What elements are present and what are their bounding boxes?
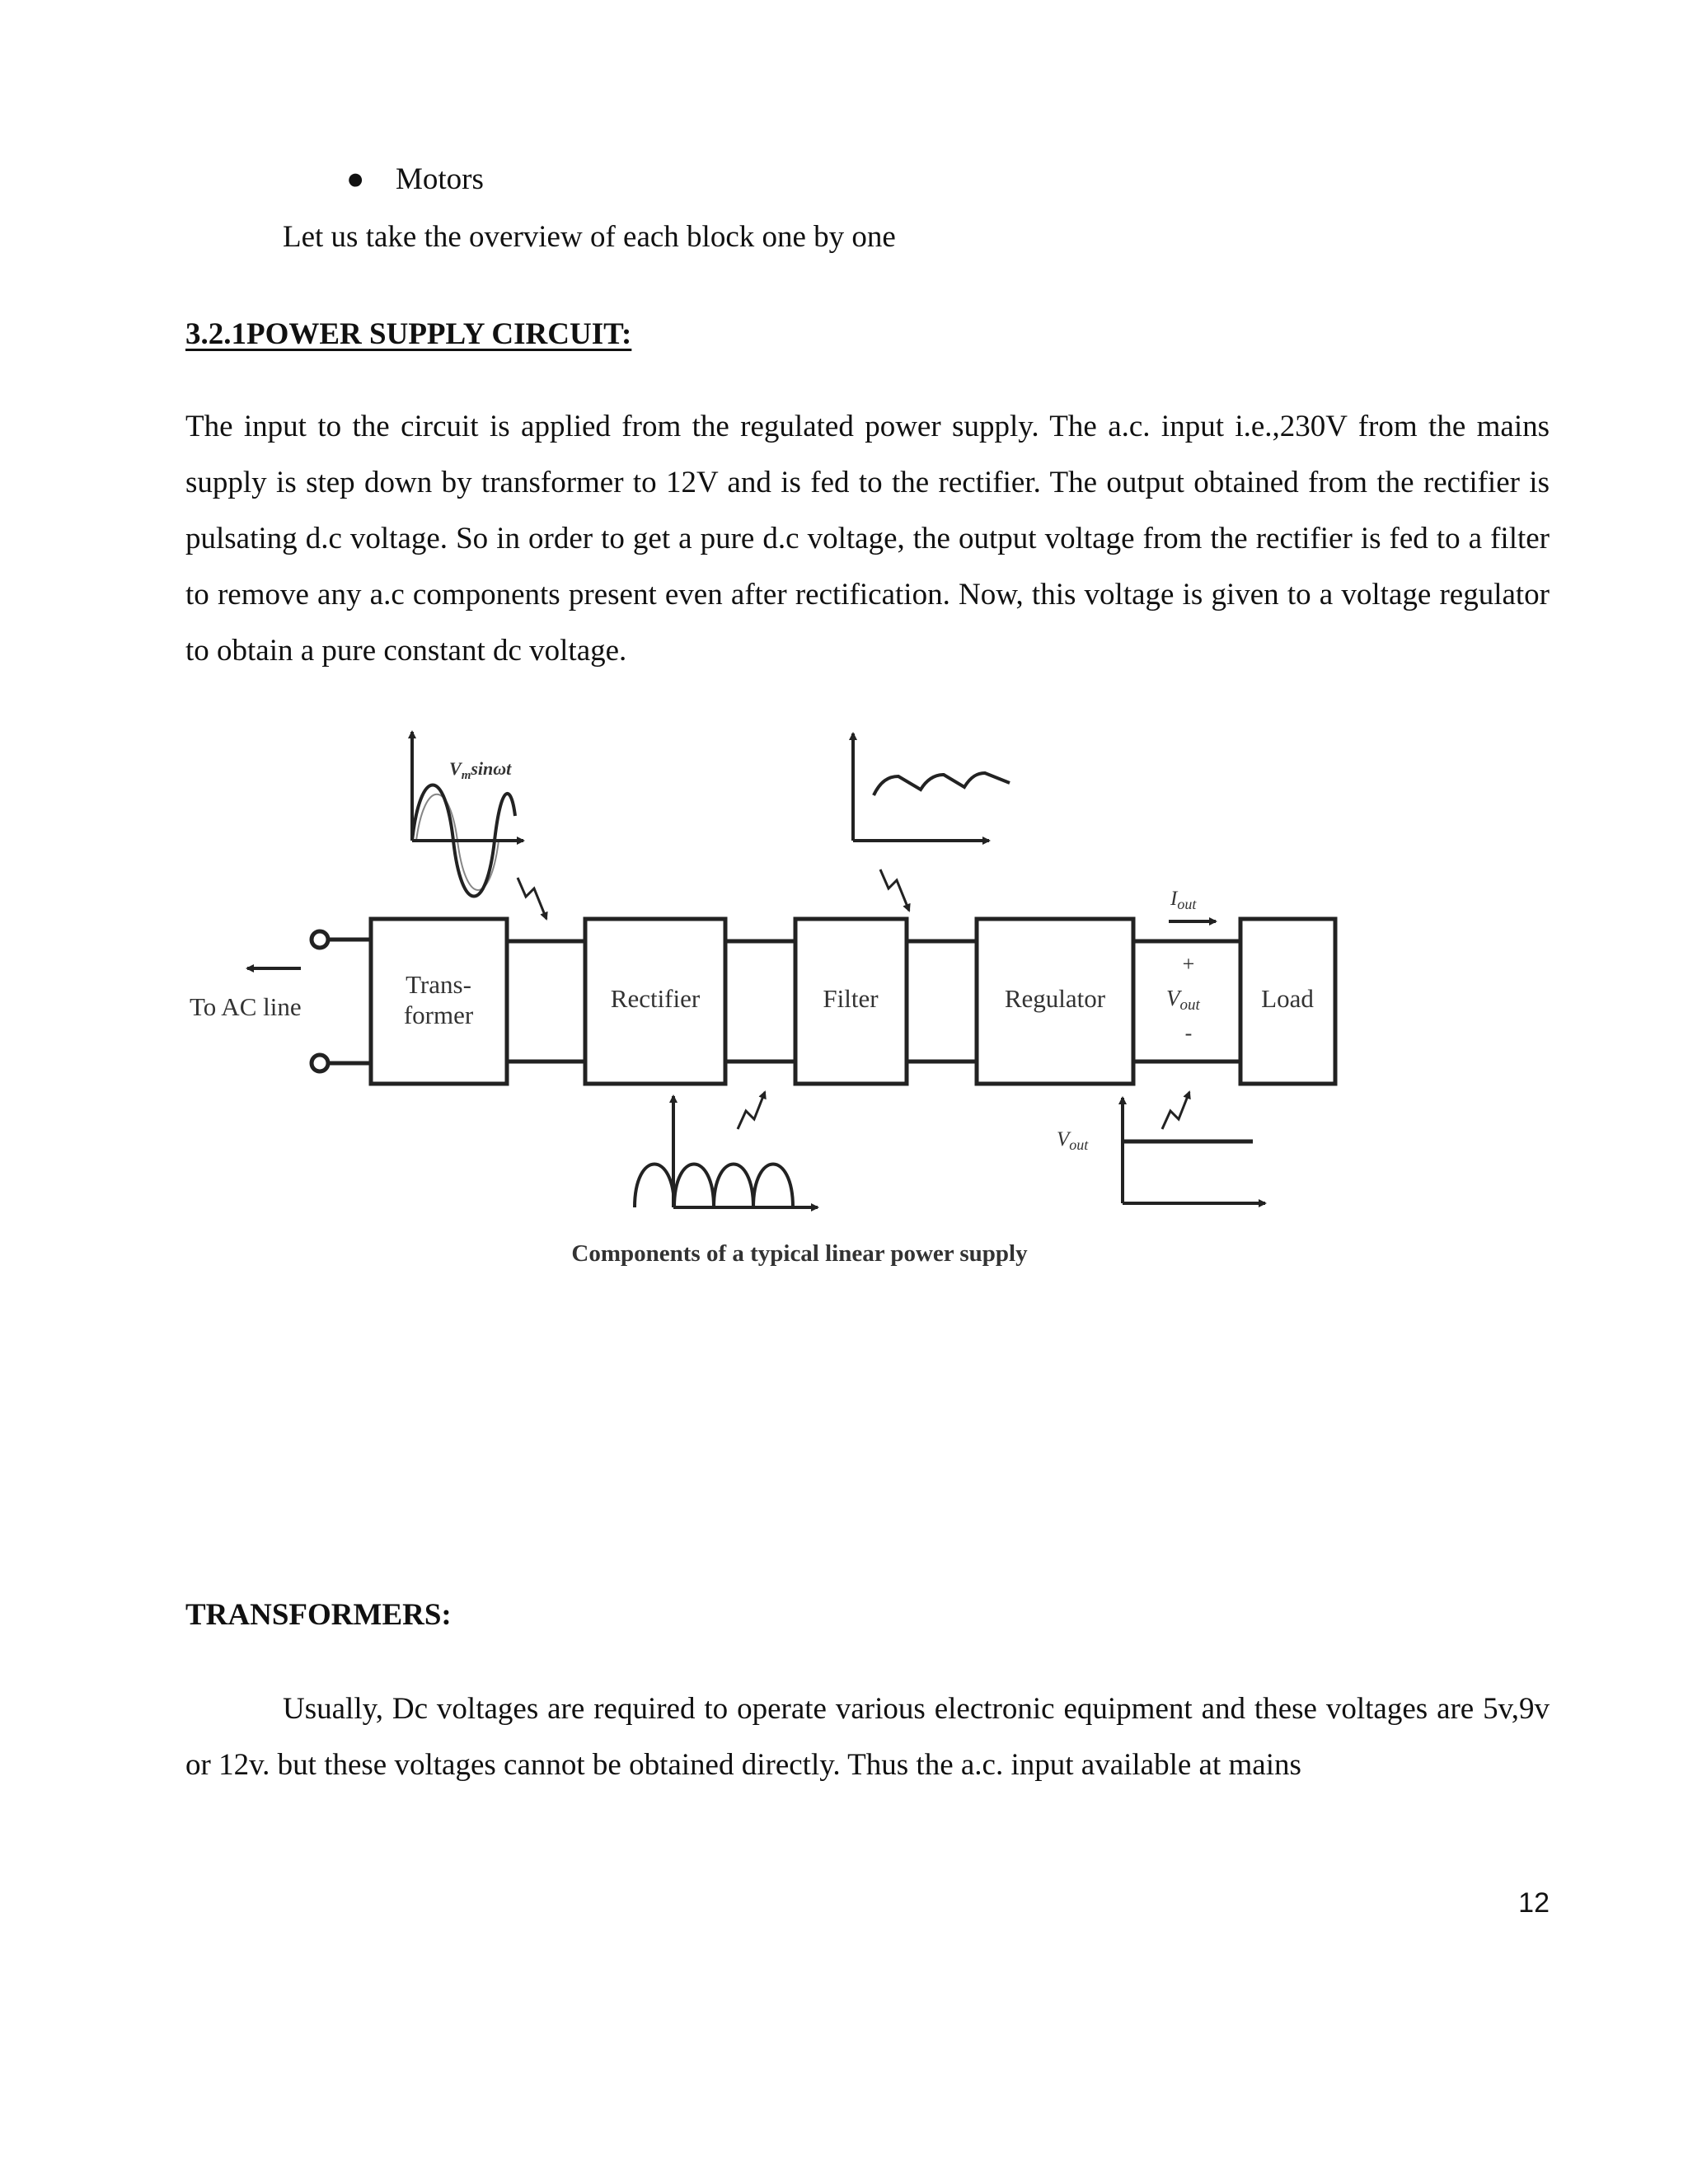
ac-line-label: To AC line [190,992,302,1021]
power-supply-diagram [181,717,1368,1277]
filter-label: Filter [823,984,879,1013]
transformer-label-1: Trans- [406,970,471,999]
intro-line: Let us take the overview of each block one by one [283,220,896,254]
bullet-text: Motors [396,162,484,196]
plus-sign: + [1182,952,1195,976]
rectified-graph [635,1096,818,1207]
regulator-label: Regulator [1004,984,1106,1013]
rectifier-label: Rectifier [610,984,701,1013]
section-paragraph: The input to the circuit is applied from the regulated power supply. The a.c. input i.e.,230V from the mains supply is step down by transformer to 12V and is fed to the rectifier. The output obtained from the rectifier is pulsating d.c voltage. So in order to get a pure d.c voltage, the output voltage from the rectifier is fed to a filter to remove any a.c components present even after rectification. Now, this voltage is given to a voltage regulator to obtain a pure constant dc voltage. [185,410,1550,668]
load-label: Load [1261,984,1314,1013]
vout-label-graph: $V_{out}$ [1057,1128,1089,1153]
vout-label-block: Vout [1166,986,1200,1014]
input-sine-graph [412,732,523,897]
transformers-paragraph: Usually, Dc voltages are required to operate various electronic equipment and these voltages are 5v,9v or 12v. but these voltages cannot be obtained directly. Thus the a.c. input available at mains [185,1692,1550,1782]
transformers-heading: TRANSFORMERS: [185,1598,452,1632]
bullet-item-motors [346,158,484,201]
regulated-output-graph [1123,1088,1265,1203]
section-heading: 3.2.1POWER SUPPLY CIRCUIT: [185,317,632,351]
filtered-ripple-graph [853,733,1010,841]
minus-sign: - [1184,1021,1193,1045]
diagram-caption: Components of a typical linear power supply [571,1240,1028,1267]
transformer-label-2: former [403,1001,474,1029]
vm-sin-label: $V_m\sin\omega t$ [449,758,512,782]
iout-label: $I_{out}$ [1170,888,1197,912]
page-number: 12 [1518,1887,1550,1919]
bullet-symbol: ● [346,162,365,196]
